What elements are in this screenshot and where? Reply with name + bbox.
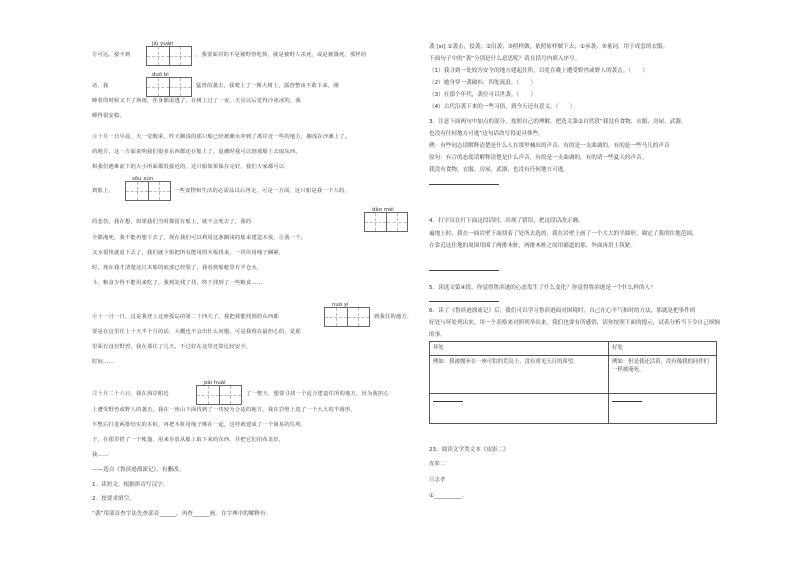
q2-sentence-1[interactable]: （1）我寻到一处较为安全的地方建起住所，以免在晚上遭受野兽或野人的袭击。（ ）: [429, 68, 648, 74]
para2-line2: 的地方，这一方面说明我们很多东西都还在船上了，退潮时我可以到那船上去取东西，: [92, 149, 301, 155]
question-1: 1．读短文，根据拼音写汉字。: [92, 482, 169, 488]
para1-line3: 睡着的时候又下了场雨，浑身都湿透了，在树上过了一夜，天亮以后觉得冷冰冰的，我: [92, 98, 301, 104]
table-header-bad: 坏处: [430, 342, 609, 356]
question-2: 2．按要求填空。: [92, 496, 135, 502]
q2-sentence-3[interactable]: （3）在那个年代，袭位可以世袭。（ ）: [429, 92, 537, 98]
para3-line4: 时间……: [92, 359, 114, 365]
pinyin-duobi: duō bì: [152, 72, 169, 78]
para3-line2: 要是在这里住上十天半个月的话，大概也不会出什么问题，可是我现在最担心的，是那: [92, 329, 301, 335]
question-2-detail: “袭”用部首查字法先查部首______，再查______画。在字典中的解释有：: [92, 511, 272, 517]
pinyin-nuoyi: nuó yí: [332, 302, 349, 308]
para3-line1-suffix: 到我住的地方，: [374, 314, 413, 320]
table-example-bad: 例如：我被抛弃在一座可怕的荒岛上，没有重见天日的希望。: [430, 356, 609, 394]
para3-line3: 里面有没有野兽，我在那住了几天，不过好在这里还算比较安全，: [92, 344, 252, 350]
table-answer-good[interactable]: [609, 394, 717, 424]
para1-line2-prefix: 话，我: [92, 83, 109, 89]
para2-line9: 斗，粮食少得不能用来吃了，我到处找了找，终于找到了一些粮食……: [92, 280, 263, 286]
para4-line5: 我……: [92, 452, 109, 458]
para2-line7: 又水很快就退下去了，我们就下船把所有能用的木板找来，一块块用绳子捆紧，: [92, 250, 285, 256]
q23-prompt: 23．阅读文学类文本《皮影二》: [429, 447, 509, 453]
pinyin-souxun: sōu xún: [132, 176, 154, 182]
q3-example-1: 例：有些同志请解释清楚是什么人在那里喊出的声音，有的是一支曲调的，有的是一些马儿的声音: [429, 143, 670, 149]
para4-line1-suffix: 了一整天，想要寻找一个适合建造住所的地方，因为我担心: [246, 391, 389, 397]
pros-cons-table: [429, 341, 717, 424]
answer-grid-souxun[interactable]: [125, 181, 171, 201]
answer-grid-paihuai[interactable]: [196, 385, 242, 405]
q5-prompt: 5．读选文第④段，你觉得鲁滨逊的心态发生了什么变化？你觉得鲁滨逊是一个什么样的人？: [429, 285, 656, 291]
q2-definition: 袭 [xí] ①袭击，侵袭；②沿袭；③照样做，依照原样做下去；①承袭；⑤量词，用于成套的衣服。: [429, 44, 669, 50]
answer-grid-duobi[interactable]: [146, 77, 192, 97]
answer-grid-jiuyuan[interactable]: [146, 46, 192, 66]
q4-answer-line[interactable]: [429, 270, 499, 271]
table-header-good: 好处: [609, 342, 717, 356]
para2-line8: 时，现在我才清楚这只木船的底部已经裂了，我看到船舱里有半仓水，: [92, 265, 263, 271]
para2-line5-prefix: 的悲伤，我在想，如果我们当时都留在船上，就不会死去了，我的: [92, 219, 252, 225]
para1-line2-suffix: 猛兽的袭击，我爬上了一棵大树上，露营整夜不敢下来，刚: [196, 83, 339, 89]
q6-line3: 的事。: [429, 332, 446, 338]
para2-line3: 和我们遇难前下的大小所面都很接近的，这只船如果保存完好，我们大家都可以: [92, 164, 285, 170]
pinyin-paihuai: pái huái: [204, 380, 226, 386]
para3-line1-prefix: ④十一月一日，这是我登上这座孤岛的第二十四天了，我把我能找到的东西都: [92, 314, 279, 320]
pinyin-jiuyuan: jiù yuán: [152, 41, 174, 47]
para1-line1-prefix: 方可远。接不到: [92, 52, 131, 58]
q2-task: 下面句子中的“袭”分别是什么意思呢？请在括号内填入序号。: [429, 56, 581, 62]
q5-answer-line[interactable]: [429, 301, 499, 302]
para1-line1-suffix: ，我要面对的不是被野兽吃掉，就是被野人杀死，或是被饿死，那样的: [196, 52, 367, 58]
source-note: ——选自《鲁滨逊漂流记》，有删改。: [92, 467, 185, 473]
para2-line1: ③十月一日早晨，天一觉醒来，昨天搁浅的那只船已经被潮水冲到了离岸近一些的地方，搁浅在沙滩上了。: [92, 134, 351, 140]
q6-line2: 好处与坏处列出来，用一个表格来对照列举出来，我们也要有所感悟，请你按照下面的提示，试着分析当下令自己烦恼: [429, 320, 720, 326]
para4-line4: 子，在那里搭了一个帐篷，用来存放从船上取下来的东西，并把它们用布盖好，: [92, 437, 285, 443]
q2-sentence-2[interactable]: （2）她身穿一袭破衫，四处流浪。（ ）: [429, 80, 537, 86]
q2-sentence-4[interactable]: （4）古代沿袭下来的一些习俗，到今天还有意义。（ ）: [429, 104, 576, 110]
q4-text-2: 在靠近这住地的周围用围了两排木桩，两排木桩之间用铺道的那，外面再用土筑紧。: [429, 243, 636, 249]
q23-blank-1[interactable]: ①__________。: [429, 493, 468, 499]
q3-line2: 也没有任何地方可逃”这句话改写得更具体些。: [429, 131, 544, 137]
q3-example-2: 原句：有合的态度请解释清楚是什么声音，有的是一支曲调的，有的请一些夏天的声音。: [429, 155, 648, 161]
para4-line2: 上遭受野兽或野人的袭击，我在一座山下面找到了一块较为合适的地方，我在岩壁上选了一个大大的半圆形，: [92, 407, 356, 413]
para2-line4-suffix: 一些食物和生活的必需品以后再走，可是一方面，这只船是我一个人的，: [174, 188, 350, 194]
para4-line1-prefix: ⑤十月二十六日，我在海岸附近: [92, 391, 169, 397]
passage-author: 吕志孝: [429, 477, 446, 483]
q4-prompt: 4．打字员在打下面这段话时，出现了错误，把这段话改正确。: [429, 218, 584, 224]
q4-text-1: 遍地上时，我在一面岩壁下面找着了处所去选的，我在岩壁上画了一个大大的半圆形，圈定了我的住地范围，: [429, 231, 698, 237]
q6-line1: 6．读了《鲁滨逊漂流记》后，我们可以学习鲁滨逊面对困境时，自己在心平气和时的方法，那就是把事件的: [429, 308, 696, 314]
table-answer-bad[interactable]: [430, 394, 609, 424]
q3-line1: 3．注意下面两句中加点的部分，按照自己的理解，把选文第②自然段“我没有食物、衣服、房屋、武器，: [429, 119, 687, 125]
q3-original: 我没有食物，衣服，房屋，武器，也没有任何地方可逃。: [429, 167, 569, 173]
table-example-good: 例如：但是我还活着，没有像我的同伴们一样被淹死。: [609, 356, 717, 394]
q3-answer-line[interactable]: [429, 184, 499, 185]
para4-line3: 平整后打进两排结实的木桩，再把木桩用绳子绑在一起，这样就建成了一个简易的住所，: [92, 422, 307, 428]
para1-line4: 睡得很安稳。: [92, 113, 125, 119]
answer-grid-daomei[interactable]: [364, 212, 408, 232]
para2-line6: 全都淹死，我不能再想下去了，现在我们可以利用这条搁浅的船来建造木筏，让我一个，: [92, 235, 307, 241]
pinyin-daomei: dào méi: [372, 207, 394, 213]
answer-grid-nuoyi[interactable]: [324, 307, 370, 327]
passage-title: 皮影二: [429, 461, 446, 467]
para2-line4-prefix: 到船上，: [92, 188, 114, 194]
